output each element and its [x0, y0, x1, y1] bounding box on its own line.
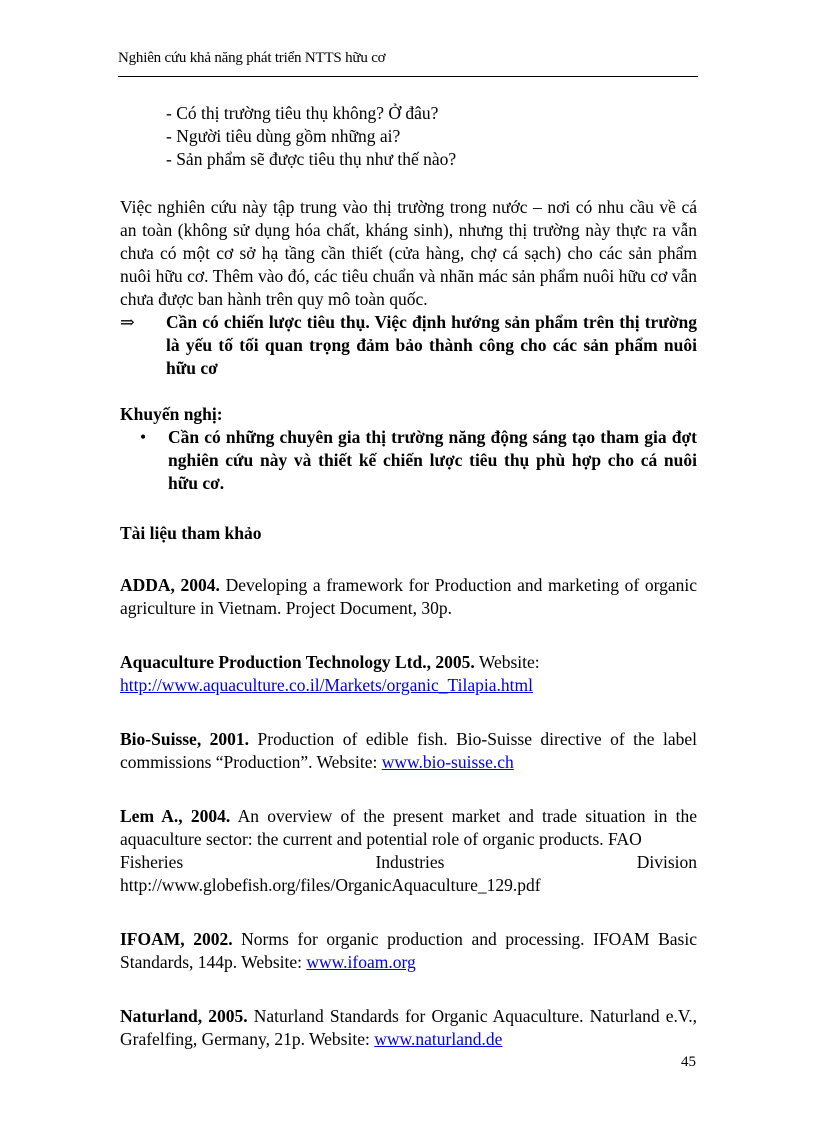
reference-author: ADDA, 2004.	[120, 575, 220, 595]
references-heading: Tài liệu tham khảo	[120, 523, 262, 543]
reference-item: Bio-Suisse, 2001. Production of edible fish. Bio-Suisse directive of the label commissions “Production”. Website: www.bio-suisse.ch	[120, 729, 697, 772]
list-item: - Người tiêu dùng gồm những ai?	[166, 126, 401, 146]
reference-author: Naturland, 2005.	[120, 1006, 248, 1026]
reference-author: IFOAM, 2002.	[120, 929, 233, 949]
page-number: 45	[681, 1054, 696, 1070]
reference-author: Bio-Suisse, 2001.	[120, 729, 250, 749]
reference-author: Aquaculture Production Technology Ltd., 2005.	[120, 652, 475, 672]
bullet-icon: •	[140, 427, 147, 447]
recommendation-heading: Khuyến nghị:	[120, 404, 223, 424]
conclusion-text: Cần có chiến lược tiêu thụ. Việc định hướng sản phẩm trên thị trường là yếu tố tối quan trọng đảm bảo thành công cho các sản phẩm nuôi hữu cơ	[166, 312, 697, 378]
list-item: - Có thị trường tiêu thụ không? Ở đâu?	[166, 103, 439, 123]
reference-link[interactable]: www.bio-suisse.ch	[381, 752, 514, 772]
reference-author: Lem A., 2004.	[120, 806, 231, 826]
reference-item: IFOAM, 2002. Norms for organic production and processing. IFOAM Basic Standards, 144p. Website: www.ifoam.org	[120, 929, 697, 972]
reference-url: http://www.globefish.org/files/OrganicAquaculture_129.pdf	[120, 875, 541, 895]
reference-item: Naturland, 2005. Naturland Standards for Organic Aquaculture. Naturland e.V., Grafelfing, Germany, 21p. Website: www.naturland.de	[120, 1006, 698, 1049]
page-body	[120, 102, 697, 1051]
reference-link[interactable]: www.ifoam.org	[306, 952, 416, 972]
running-header: Nghiên cứu khả năng phát triển NTTS hữu cơ	[118, 50, 386, 66]
reference-link[interactable]: http://www.aquaculture.co.il/Markets/organic_Tilapia.html	[120, 675, 533, 695]
reference-item: Lem A., 2004. An overview of the present market and trade situation in the aquaculture sector: the current and potential role of organic products. FAO	[120, 806, 697, 849]
implies-arrow-icon: ⇒	[120, 312, 135, 332]
recommendation-item	[140, 426, 697, 495]
list-item: - Sản phẩm sẽ được tiêu thụ như thế nào?	[166, 149, 457, 169]
question-list	[166, 102, 697, 171]
body-paragraph: Việc nghiên cứu này tập trung vào thị trường trong nước – nơi có nhu cầu về cá an toàn (không sử dụng hóa chất, kháng sinh), nhưng thị trường này thực ra vẫn chưa có một cơ sở hạ tầng cần thiết (cửa hàng, chợ cá sạch) cho các sản phẩm nuôi hữu cơ. Thêm vào đó, các tiêu chuẩn và nhãn mác sản phẩm nuôi hữu cơ vẫn chưa được ban hành trên quy mô toàn quốc.	[120, 197, 697, 309]
reference-justified-line: Fisheries Industries Division	[120, 852, 697, 872]
header-divider	[118, 76, 698, 77]
reference-item: ADDA, 2004. Developing a framework for Production and marketing of organic agriculture in Vietnam. Project Document, 30p.	[120, 575, 697, 618]
recommendation-text: Cần có những chuyên gia thị trường năng động sáng tạo tham gia đợt nghiên cứu này và thiết kế chiến lược tiêu thụ phù hợp cho cá nuôi hữu cơ.	[168, 427, 697, 493]
reference-item: Aquaculture Production Technology Ltd., 2005. Website: http://www.aquaculture.co.il/Markets/organic_Tilapia.html	[120, 652, 540, 695]
conclusion	[120, 311, 697, 380]
reference-link[interactable]: www.naturland.de	[374, 1029, 503, 1049]
